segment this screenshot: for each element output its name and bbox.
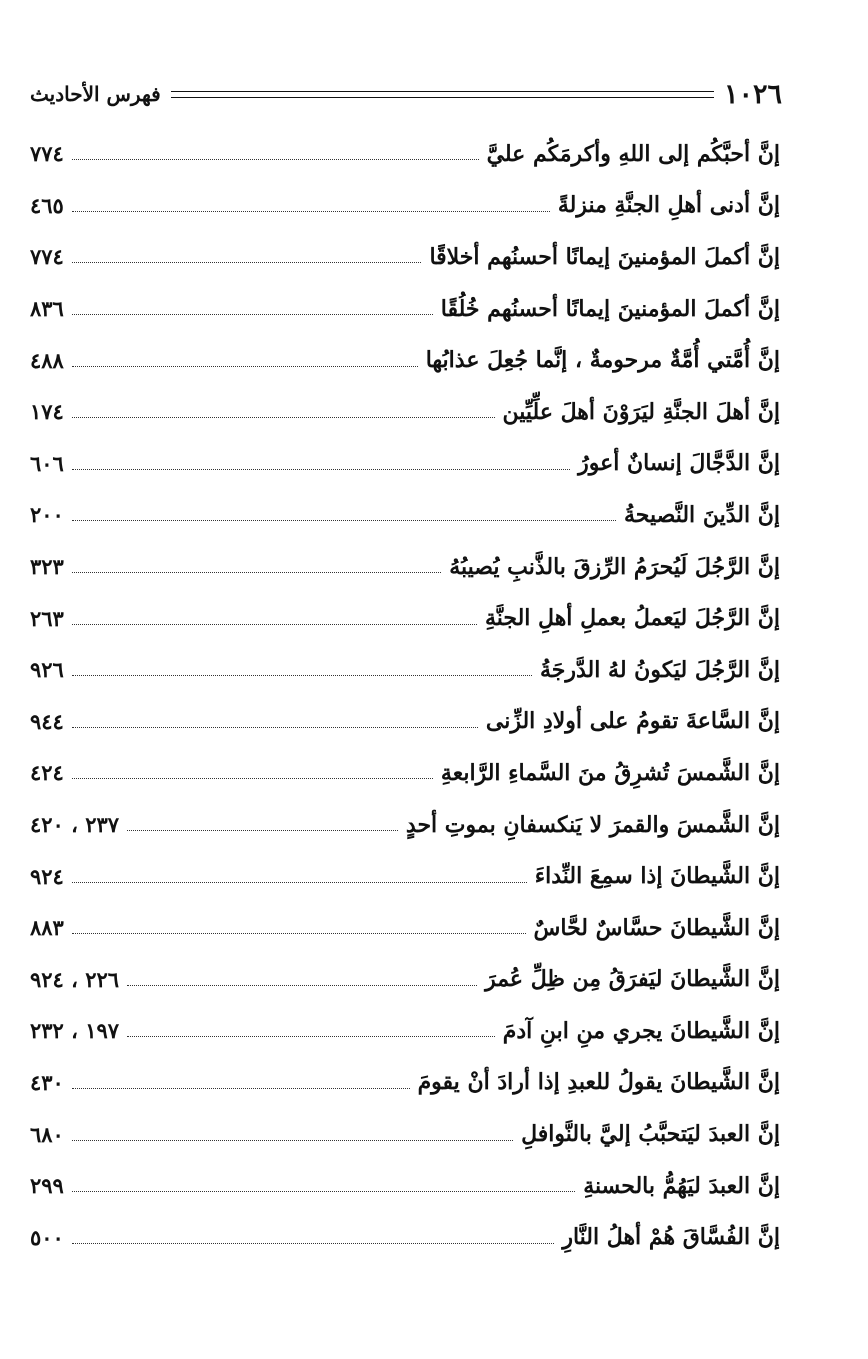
page-references: ٩٤٤ xyxy=(30,708,64,734)
index-entry xyxy=(30,438,780,490)
dotted-leader xyxy=(72,262,422,263)
index-entry xyxy=(30,128,780,180)
hadith-text: إنَّ الشَّيطانَ ليَفرَقُ مِن ظِلِّ عُمرَ xyxy=(485,966,780,993)
dotted-leader xyxy=(72,469,570,470)
index-entry xyxy=(30,180,780,232)
page-header xyxy=(30,76,782,112)
index-entry xyxy=(30,386,780,438)
hadith-text: إنَّ الشَّيطانَ يجري منِ ابنِ آدمَ xyxy=(502,1017,780,1044)
page-references: ٧٧٤ xyxy=(30,244,64,270)
index-entry xyxy=(30,954,780,1006)
dotted-leader xyxy=(127,1036,495,1037)
dotted-leader xyxy=(72,520,616,521)
hadith-text: إنَّ العبدَ ليَتحبَّبُ إليَّ بالنَّوافلِ xyxy=(521,1121,780,1148)
hadith-text: إنَّ أكملَ المؤمنينَ إيمانًا أحسنُهم خُلُقًا xyxy=(440,295,780,322)
index-entry xyxy=(30,334,780,386)
hadith-text: إنَّ أُمَّتي أُمَّةٌ مرحومةٌ ، إنَّما جُعِلَ عذابُها xyxy=(425,347,780,374)
dotted-leader xyxy=(72,727,478,728)
dotted-leader xyxy=(72,1140,513,1141)
index-entry xyxy=(30,1160,780,1212)
page-references: ٢٢٦ ، ٩٢٤ xyxy=(30,966,120,992)
dotted-leader xyxy=(72,1191,575,1192)
page-references: ٤٦٥ xyxy=(30,192,64,218)
hadith-text: إنَّ أحبَّكُم إلى اللهِ وأكرمَكُم عليَّ xyxy=(486,140,780,167)
dotted-leader xyxy=(72,572,441,573)
hadith-text: إنَّ الشَّمسَ والقمرَ لا يَنكسفانِ بموتِ أحدٍ xyxy=(405,811,780,838)
hadith-text: إنَّ أكملَ المؤمنينَ إيمانًا أحسنُهم أخلاقًا xyxy=(429,243,780,270)
page-references: ٢٦٣ xyxy=(30,605,64,631)
page-references: ١٧٤ xyxy=(30,399,64,425)
page-references: ٩٢٤ xyxy=(30,863,64,889)
page-references: ٦٨٠ xyxy=(30,1121,64,1147)
index-entry xyxy=(30,489,780,541)
index-entry xyxy=(30,592,780,644)
hadith-text: إنَّ الشَّيطانَ إذا سمِعَ النِّداءَ xyxy=(534,863,780,890)
hadith-text: إنَّ الشَّيطانَ يقولُ للعبدِ إذا أرادَ أنْ يقومَ xyxy=(417,1069,780,1096)
index-entry xyxy=(30,1108,780,1160)
page-references: ٤٣٠ xyxy=(30,1069,64,1095)
dotted-leader xyxy=(72,624,477,625)
dotted-leader xyxy=(72,675,532,676)
hadith-text: إنَّ أدنى أهلِ الجنَّةِ منزلةً xyxy=(557,192,780,219)
dotted-leader xyxy=(72,882,527,883)
dotted-leader xyxy=(72,1243,555,1244)
page-references: ٩٢٦ xyxy=(30,657,64,683)
page-references: ٨٣٦ xyxy=(30,296,64,322)
hadith-text: إنَّ الدِّينَ النَّصيحةُ xyxy=(624,501,780,528)
page-references: ٦٠٦ xyxy=(30,450,64,476)
dotted-leader xyxy=(72,933,526,934)
page-references: ٧٧٤ xyxy=(30,141,64,167)
hadith-text: إنَّ الرَّجُلَ لَيُحرَمُ الرِّزقَ بالذَّنبِ يُصيبُهُ xyxy=(449,553,780,580)
index-entry xyxy=(30,902,780,954)
hadith-text: إنَّ أهلَ الجنَّةِ ليَرَوْنَ أهلَ علِّيِّين xyxy=(502,398,780,425)
index-entry xyxy=(30,644,780,696)
header-double-rule xyxy=(171,91,714,98)
section-title: فهرس الأحاديث xyxy=(30,82,161,106)
hadith-text: إنَّ الرَّجُلَ ليَكونُ لهُ الدَّرجَةُ xyxy=(539,656,780,683)
dotted-leader xyxy=(72,159,479,160)
page-references: ٣٢٣ xyxy=(30,554,64,580)
index-entry xyxy=(30,1057,780,1109)
index-entry xyxy=(30,283,780,335)
index-entry xyxy=(30,747,780,799)
hadith-text: إنَّ الشَّمسَ تُشرِقُ منَ السَّماءِ الرَّابعةِ xyxy=(440,759,780,786)
page-references: ٢٠٠ xyxy=(30,502,64,528)
dotted-leader xyxy=(72,778,433,779)
hadith-text: إنَّ الدَّجَّالَ إنسانٌ أعورُ xyxy=(578,450,780,477)
index-entry xyxy=(30,541,780,593)
hadith-text: إنَّ الفُسَّاقَ هُمْ أهلُ النَّارِ xyxy=(562,1224,780,1251)
hadith-text: إنَّ الرَّجُلَ ليَعملُ بعملِ أهلِ الجنَّةِ xyxy=(484,605,780,632)
page-references: ٤٢٤ xyxy=(30,760,64,786)
page-number: ١٠٢٦ xyxy=(723,78,782,110)
dotted-leader xyxy=(72,366,418,367)
index-entry xyxy=(30,799,780,851)
index-entry xyxy=(30,696,780,748)
page-references: ٢٩٩ xyxy=(30,1173,64,1199)
dotted-leader xyxy=(72,1088,410,1089)
dotted-leader xyxy=(72,314,433,315)
page-references: ٤٨٨ xyxy=(30,347,64,373)
dotted-leader xyxy=(127,985,477,986)
page-references: ٥٠٠ xyxy=(30,1224,64,1250)
hadith-text: إنَّ العبدَ ليَهُمُّ بالحسنةِ xyxy=(583,1172,780,1199)
hadith-text: إنَّ السَّاعةَ تقومُ على أولادِ الزِّنى xyxy=(485,708,780,735)
dotted-leader xyxy=(72,417,495,418)
hadith-index-list xyxy=(30,128,780,1263)
index-entry xyxy=(30,1005,780,1057)
hadith-text: إنَّ الشَّيطانَ حسَّاسٌ لحَّاسٌ xyxy=(533,914,780,941)
dotted-leader xyxy=(127,830,398,831)
page-references: ٢٣٧ ، ٤٢٠ xyxy=(30,812,120,838)
index-entry xyxy=(30,1211,780,1263)
index-entry xyxy=(30,231,780,283)
page-references: ١٩٧ ، ٢٣٢ xyxy=(30,1018,120,1044)
index-entry xyxy=(30,850,780,902)
page-references: ٨٨٣ xyxy=(30,915,64,941)
dotted-leader xyxy=(72,211,550,212)
